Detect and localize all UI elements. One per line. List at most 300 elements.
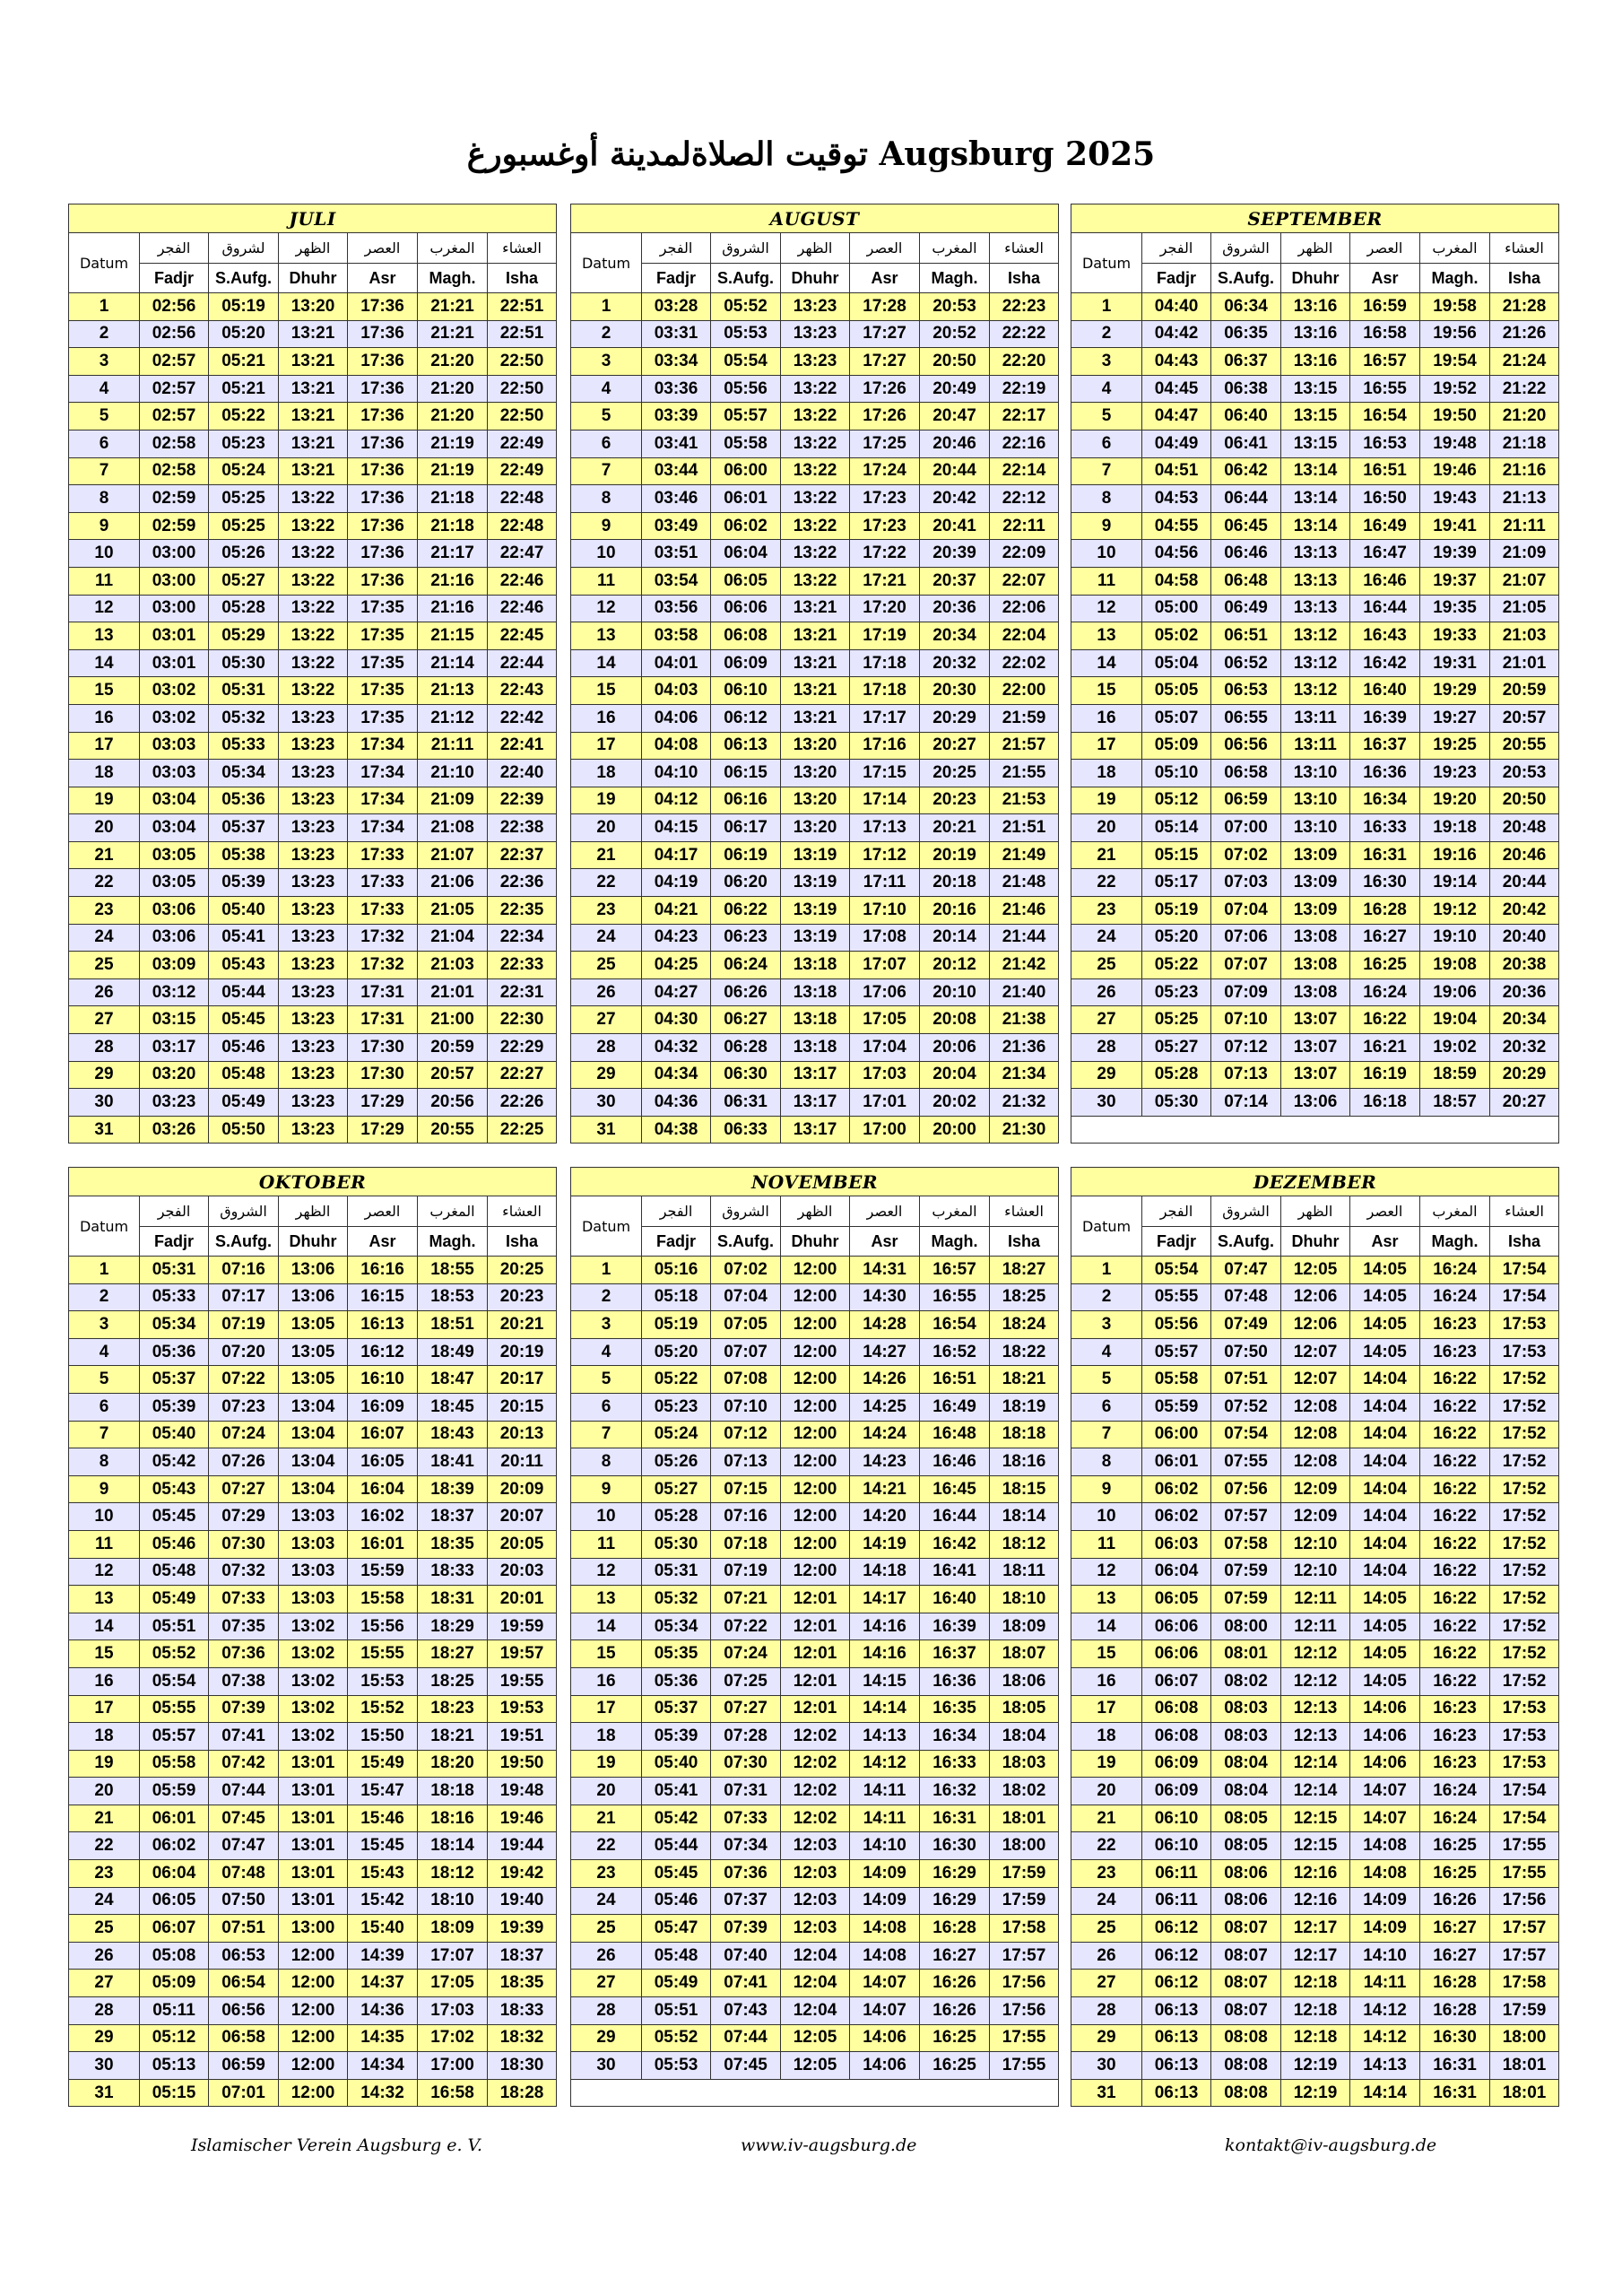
day-row: [571, 1640, 1059, 1668]
prayer-time: 12:05: [781, 2052, 850, 2080]
day-row: [571, 2052, 1059, 2080]
prayer-time: 06:23: [711, 924, 781, 952]
prayer-time: 17:33: [348, 897, 418, 925]
prayer-time: 16:39: [1350, 704, 1420, 732]
prayer-time: 08:08: [1211, 2052, 1281, 2080]
prayer-time: 05:55: [140, 1695, 209, 1723]
prayer-time: 14:04: [1350, 1530, 1420, 1558]
prayer-time: 17:36: [348, 348, 418, 376]
prayer-time: 20:48: [1490, 814, 1559, 842]
day-row: [1071, 595, 1559, 622]
day-row: [1071, 403, 1559, 430]
day-number: 28: [1071, 1997, 1142, 2025]
day-row: [571, 1805, 1059, 1832]
prayer-time: 20:53: [1490, 760, 1559, 787]
day-number: 18: [69, 1723, 140, 1751]
prayer-time: 16:01: [348, 1530, 418, 1558]
prayer-header: Asr: [1350, 264, 1420, 293]
prayer-time: 16:23: [1420, 1750, 1490, 1778]
prayer-time: 12:01: [781, 1667, 850, 1695]
arabic-prayer-header: لشروق: [209, 233, 279, 264]
day-number: 7: [571, 457, 642, 485]
day-number: 27: [571, 1006, 642, 1034]
prayer-time: 06:09: [1142, 1778, 1211, 1805]
prayer-time: 12:17: [1281, 1915, 1350, 1943]
prayer-time: 06:04: [140, 1860, 209, 1888]
day-number: 30: [571, 2052, 642, 2080]
day-row: [69, 1805, 557, 1832]
day-row: [1071, 1805, 1559, 1832]
prayer-time: 17:52: [1490, 1558, 1559, 1586]
prayer-time: 05:12: [140, 2024, 209, 2052]
prayer-time: 20:44: [920, 457, 990, 485]
prayer-time: 22:46: [488, 595, 557, 622]
prayer-time: 05:31: [140, 1257, 209, 1284]
prayer-time: 05:40: [642, 1750, 711, 1778]
prayer-time: 18:41: [418, 1448, 488, 1476]
prayer-time: 17:52: [1490, 1586, 1559, 1613]
prayer-time: 18:37: [418, 1503, 488, 1531]
prayer-time: 18:15: [990, 1475, 1059, 1503]
prayer-time: 18:39: [418, 1475, 488, 1503]
prayer-time: 17:23: [850, 512, 920, 540]
prayer-header: Fadjr: [642, 264, 711, 293]
prayer-time: 16:23: [1420, 1338, 1490, 1366]
prayer-time: 16:25: [1350, 952, 1420, 979]
prayer-header: Asr: [348, 264, 418, 293]
day-number: 21: [1071, 1805, 1142, 1832]
prayer-time: 19:35: [1420, 595, 1490, 622]
prayer-time: 12:17: [1281, 1942, 1350, 1970]
prayer-time: 05:30: [642, 1530, 711, 1558]
arabic-prayer-header: المغرب: [1420, 1196, 1490, 1227]
day-row: [571, 1887, 1059, 1915]
prayer-time: 05:14: [1142, 814, 1211, 842]
prayer-time: 07:30: [209, 1530, 279, 1558]
prayer-time: 04:23: [642, 924, 711, 952]
prayer-time: 21:16: [418, 595, 488, 622]
prayer-time: 05:33: [140, 1283, 209, 1311]
prayer-time: 05:43: [140, 1475, 209, 1503]
prayer-time: 13:19: [781, 897, 850, 925]
day-row: [69, 375, 557, 403]
prayer-time: 17:11: [850, 869, 920, 897]
prayer-time: 13:07: [1281, 1061, 1350, 1089]
prayer-time: 16:53: [1350, 430, 1420, 457]
prayer-time: 13:22: [781, 540, 850, 568]
prayer-time: 13:04: [279, 1393, 348, 1421]
prayer-time: 06:28: [711, 1034, 781, 1062]
prayer-time: 21:57: [990, 732, 1059, 760]
prayer-time: 05:41: [209, 924, 279, 952]
prayer-time: 05:37: [642, 1695, 711, 1723]
prayer-time: 22:45: [488, 622, 557, 650]
prayer-time: 07:39: [711, 1915, 781, 1943]
prayer-time: 05:24: [642, 1421, 711, 1448]
prayer-time: 12:11: [1281, 1613, 1350, 1640]
day-row: [1071, 1832, 1559, 1860]
day-number: 30: [1071, 2052, 1142, 2080]
day-row: [69, 732, 557, 760]
prayer-time: 03:06: [140, 897, 209, 925]
day-row: [1071, 1558, 1559, 1586]
prayer-time: 05:19: [642, 1311, 711, 1339]
prayer-time: 14:20: [850, 1503, 920, 1531]
prayer-time: 19:53: [488, 1695, 557, 1723]
arabic-prayer-header: العصر: [1350, 233, 1420, 264]
prayer-time: 05:20: [642, 1338, 711, 1366]
prayer-header: Asr: [1350, 1227, 1420, 1257]
prayer-time: 15:59: [348, 1558, 418, 1586]
prayer-time: 12:13: [1281, 1695, 1350, 1723]
prayer-time: 14:08: [1350, 1860, 1420, 1888]
prayer-time: 05:30: [209, 649, 279, 677]
prayer-time: 13:23: [781, 293, 850, 321]
prayer-time: 15:58: [348, 1586, 418, 1613]
day-row: [1071, 924, 1559, 952]
prayer-time: 17:36: [348, 375, 418, 403]
prayer-time: 07:25: [711, 1667, 781, 1695]
day-number: 12: [1071, 595, 1142, 622]
prayer-time: 21:24: [1490, 348, 1559, 376]
prayer-time: 13:04: [279, 1448, 348, 1476]
day-number: 18: [571, 1723, 642, 1751]
prayer-time: 16:33: [1350, 814, 1420, 842]
day-number: 31: [69, 1116, 140, 1144]
prayer-time: 05:51: [642, 1997, 711, 2025]
prayer-time: 17:30: [348, 1034, 418, 1062]
arabic-prayer-header: العصر: [850, 1196, 920, 1227]
prayer-time: 05:49: [209, 1089, 279, 1117]
day-row: [69, 1475, 557, 1503]
prayer-time: 20:18: [920, 869, 990, 897]
prayer-time: 06:51: [1211, 622, 1281, 650]
prayer-time: 06:46: [1211, 540, 1281, 568]
prayer-time: 13:07: [1281, 1006, 1350, 1034]
prayer-time: 05:31: [209, 677, 279, 705]
prayer-time: 17:06: [850, 978, 920, 1006]
day-number: 27: [1071, 1006, 1142, 1034]
prayer-time: 03:44: [642, 457, 711, 485]
day-number: 25: [69, 1915, 140, 1943]
prayer-time: 05:44: [209, 978, 279, 1006]
day-number: 29: [69, 2024, 140, 2052]
prayer-header: Dhuhr: [781, 264, 850, 293]
prayer-time: 05:18: [642, 1283, 711, 1311]
day-number: 26: [1071, 978, 1142, 1006]
day-row: [1071, 1366, 1559, 1394]
day-number: 19: [571, 1750, 642, 1778]
prayer-time: 08:08: [1211, 2079, 1281, 2107]
prayer-time: 06:08: [711, 622, 781, 650]
prayer-time: 07:02: [1211, 841, 1281, 869]
day-row: [571, 1695, 1059, 1723]
prayer-time: 12:01: [781, 1695, 850, 1723]
prayer-time: 17:57: [1490, 1915, 1559, 1943]
prayer-time: 13:22: [279, 649, 348, 677]
day-number: 6: [571, 1393, 642, 1421]
prayer-time: 05:52: [140, 1640, 209, 1668]
prayer-time: 18:00: [1490, 2024, 1559, 2052]
prayer-time: 16:30: [920, 1832, 990, 1860]
prayer-time: 20:34: [920, 622, 990, 650]
prayer-times-table: [1071, 204, 1559, 1144]
prayer-time: 12:04: [781, 1997, 850, 2025]
prayer-time: 07:50: [1211, 1338, 1281, 1366]
prayer-header: Isha: [990, 264, 1059, 293]
prayer-time: 13:18: [781, 978, 850, 1006]
prayer-time: 08:04: [1211, 1750, 1281, 1778]
day-number: 16: [571, 1667, 642, 1695]
prayer-time: 21:30: [990, 1116, 1059, 1144]
prayer-time: 17:54: [1490, 1778, 1559, 1805]
prayer-time: 05:59: [140, 1778, 209, 1805]
prayer-time: 05:48: [642, 1942, 711, 1970]
day-row: [571, 1586, 1059, 1613]
prayer-time: 07:16: [209, 1257, 279, 1284]
prayer-time: 21:53: [990, 787, 1059, 814]
prayer-time: 14:06: [1350, 1723, 1420, 1751]
prayer-time: 18:27: [990, 1257, 1059, 1284]
prayer-time: 05:54: [1142, 1257, 1211, 1284]
arabic-prayer-header: المغرب: [920, 1196, 990, 1227]
prayer-time: 16:22: [1420, 1393, 1490, 1421]
day-row: [571, 1915, 1059, 1943]
prayer-time: 06:00: [711, 457, 781, 485]
prayer-time: 20:09: [488, 1475, 557, 1503]
prayer-header: Asr: [850, 1227, 920, 1257]
prayer-time: 22:50: [488, 403, 557, 430]
prayer-time: 20:59: [418, 1034, 488, 1062]
prayer-time: 14:07: [1350, 1778, 1420, 1805]
prayer-time: 16:59: [1350, 293, 1420, 321]
prayer-time: 05:38: [209, 841, 279, 869]
prayer-time: 05:02: [1142, 622, 1211, 650]
prayer-header: S.Aufg.: [1211, 264, 1281, 293]
prayer-time: 04:27: [642, 978, 711, 1006]
arabic-prayer-header: الفجر: [642, 1196, 711, 1227]
prayer-time: 16:25: [1420, 1832, 1490, 1860]
prayer-time: 17:36: [348, 512, 418, 540]
prayer-time: 05:39: [642, 1723, 711, 1751]
prayer-time: 07:21: [711, 1586, 781, 1613]
prayer-header: Asr: [850, 264, 920, 293]
prayer-time: 06:53: [1211, 677, 1281, 705]
prayer-time: 21:38: [990, 1006, 1059, 1034]
prayer-time: 13:20: [781, 787, 850, 814]
prayer-time: 16:31: [1420, 2052, 1490, 2080]
prayer-time: 06:22: [711, 897, 781, 925]
prayer-time: 12:03: [781, 1832, 850, 1860]
month-table-juli: [68, 204, 556, 1144]
prayer-time: 13:23: [279, 1061, 348, 1089]
prayer-time: 06:11: [1142, 1860, 1211, 1888]
prayer-time: 18:47: [418, 1366, 488, 1394]
prayer-time: 05:42: [140, 1448, 209, 1476]
prayer-time: 07:51: [209, 1915, 279, 1943]
prayer-time: 05:36: [140, 1338, 209, 1366]
prayer-time: 21:32: [990, 1089, 1059, 1117]
prayer-time: 05:28: [642, 1503, 711, 1531]
arabic-prayer-header: العشاء: [990, 233, 1059, 264]
prayer-time: 16:22: [1420, 1503, 1490, 1531]
prayer-time: 05:31: [642, 1558, 711, 1586]
day-number: 2: [1071, 1283, 1142, 1311]
prayer-time: 05:08: [140, 1942, 209, 1970]
month-table-august: [570, 204, 1058, 1144]
prayer-time: 21:21: [418, 293, 488, 321]
prayer-time: 13:05: [279, 1311, 348, 1339]
prayer-time: 13:13: [1281, 567, 1350, 595]
prayer-time: 16:30: [1420, 2024, 1490, 2052]
prayer-time: 18:01: [1490, 2079, 1559, 2107]
prayer-time: 17:54: [1490, 1283, 1559, 1311]
prayer-time: 05:47: [642, 1915, 711, 1943]
day-number: 3: [1071, 348, 1142, 376]
prayer-time: 03:03: [140, 732, 209, 760]
prayer-time: 14:05: [1350, 1667, 1420, 1695]
prayer-time: 20:01: [488, 1586, 557, 1613]
prayer-time: 18:31: [418, 1586, 488, 1613]
day-row: [1071, 1667, 1559, 1695]
prayer-time: 20:10: [920, 978, 990, 1006]
prayer-time: 16:31: [920, 1805, 990, 1832]
prayer-time: 07:12: [711, 1421, 781, 1448]
day-row: [571, 1006, 1059, 1034]
prayer-time: 07:31: [711, 1778, 781, 1805]
prayer-time: 17:03: [418, 1997, 488, 2025]
prayer-time: 07:00: [1211, 814, 1281, 842]
prayer-time: 07:57: [1211, 1503, 1281, 1531]
prayer-time: 07:45: [711, 2052, 781, 2080]
prayer-time: 06:04: [711, 540, 781, 568]
day-number: 1: [1071, 1257, 1142, 1284]
prayer-time: 07:50: [209, 1887, 279, 1915]
prayer-time: 17:59: [990, 1860, 1059, 1888]
prayer-time: 13:20: [781, 760, 850, 787]
prayer-time: 12:00: [781, 1421, 850, 1448]
day-row: [571, 1613, 1059, 1640]
prayer-header: Isha: [488, 264, 557, 293]
day-row: [1071, 732, 1559, 760]
prayer-time: 20:21: [920, 814, 990, 842]
prayer-time: 22:26: [488, 1089, 557, 1117]
prayer-time: 06:49: [1211, 595, 1281, 622]
prayer-time: 12:04: [781, 1970, 850, 1997]
prayer-time: 12:09: [1281, 1503, 1350, 1531]
prayer-time: 21:05: [418, 897, 488, 925]
prayer-time: 16:28: [1350, 897, 1420, 925]
prayer-time: 12:00: [279, 2079, 348, 2107]
prayer-time: 16:31: [1420, 2079, 1490, 2107]
day-row: [69, 595, 557, 622]
prayer-time: 03:34: [642, 348, 711, 376]
day-number: 15: [571, 677, 642, 705]
prayer-time: 06:02: [711, 512, 781, 540]
day-number: 14: [571, 649, 642, 677]
prayer-time: 13:23: [279, 897, 348, 925]
prayer-time: 13:13: [1281, 595, 1350, 622]
prayer-time: 21:17: [418, 540, 488, 568]
datum-header: Datum: [1071, 233, 1142, 293]
prayer-time: 16:12: [348, 1338, 418, 1366]
prayer-time: 07:13: [1211, 1061, 1281, 1089]
day-row: [571, 1034, 1059, 1062]
day-row: [69, 978, 557, 1006]
prayer-time: 19:51: [488, 1723, 557, 1751]
prayer-time: 12:00: [279, 2052, 348, 2080]
prayer-time: 20:56: [418, 1089, 488, 1117]
datum-header: Datum: [571, 1196, 642, 1257]
prayer-time: 14:08: [850, 1942, 920, 1970]
prayer-time: 20:30: [920, 677, 990, 705]
day-row: [69, 1586, 557, 1613]
prayer-time: 14:04: [1350, 1475, 1420, 1503]
prayer-time: 13:14: [1281, 457, 1350, 485]
month-table-november: [570, 1167, 1058, 2107]
prayer-time: 13:15: [1281, 403, 1350, 430]
day-number: 20: [69, 814, 140, 842]
prayer-time: 13:21: [279, 430, 348, 457]
prayer-time: 17:36: [348, 567, 418, 595]
prayer-time: 14:23: [850, 1448, 920, 1476]
prayer-time: 07:23: [209, 1393, 279, 1421]
prayer-time: 22:00: [990, 677, 1059, 705]
day-number: 9: [1071, 1475, 1142, 1503]
prayer-time: 12:12: [1281, 1667, 1350, 1695]
prayer-header: S.Aufg.: [209, 264, 279, 293]
prayer-time: 05:57: [711, 403, 781, 430]
prayer-time: 08:07: [1211, 1915, 1281, 1943]
prayer-time: 16:57: [1350, 348, 1420, 376]
day-number: 29: [571, 2024, 642, 2052]
day-number: 15: [1071, 677, 1142, 705]
prayer-time: 21:36: [990, 1034, 1059, 1062]
day-number: 1: [571, 293, 642, 321]
prayer-time: 16:22: [1420, 1640, 1490, 1668]
day-row: [69, 704, 557, 732]
prayer-time: 16:46: [1350, 567, 1420, 595]
prayer-time: 13:22: [781, 485, 850, 513]
prayer-time: 07:59: [1211, 1558, 1281, 1586]
day-number: 18: [1071, 760, 1142, 787]
prayer-time: 07:26: [209, 1448, 279, 1476]
day-row: [69, 1311, 557, 1339]
prayer-time: 08:02: [1211, 1667, 1281, 1695]
prayer-time: 12:00: [781, 1311, 850, 1339]
prayer-time: 03:28: [642, 293, 711, 321]
arabic-prayer-header: الفجر: [140, 1196, 209, 1227]
prayer-time: 21:13: [418, 677, 488, 705]
day-number: 10: [69, 540, 140, 568]
day-number: 8: [69, 1448, 140, 1476]
prayer-time: 07:38: [209, 1667, 279, 1695]
prayer-time: 17:53: [1490, 1311, 1559, 1339]
prayer-time: 03:23: [140, 1089, 209, 1117]
prayer-time: 15:43: [348, 1860, 418, 1888]
prayer-time: 17:23: [850, 485, 920, 513]
prayer-time: 16:22: [1420, 1475, 1490, 1503]
prayer-time: 19:23: [1420, 760, 1490, 787]
prayer-time: 03:56: [642, 595, 711, 622]
day-row: [1071, 1530, 1559, 1558]
day-row: [1071, 897, 1559, 925]
arabic-prayer-header: المغرب: [418, 1196, 488, 1227]
prayer-time: 13:02: [279, 1613, 348, 1640]
day-number: 14: [1071, 649, 1142, 677]
prayer-time: 14:09: [1350, 1887, 1420, 1915]
day-row: [69, 1970, 557, 1997]
